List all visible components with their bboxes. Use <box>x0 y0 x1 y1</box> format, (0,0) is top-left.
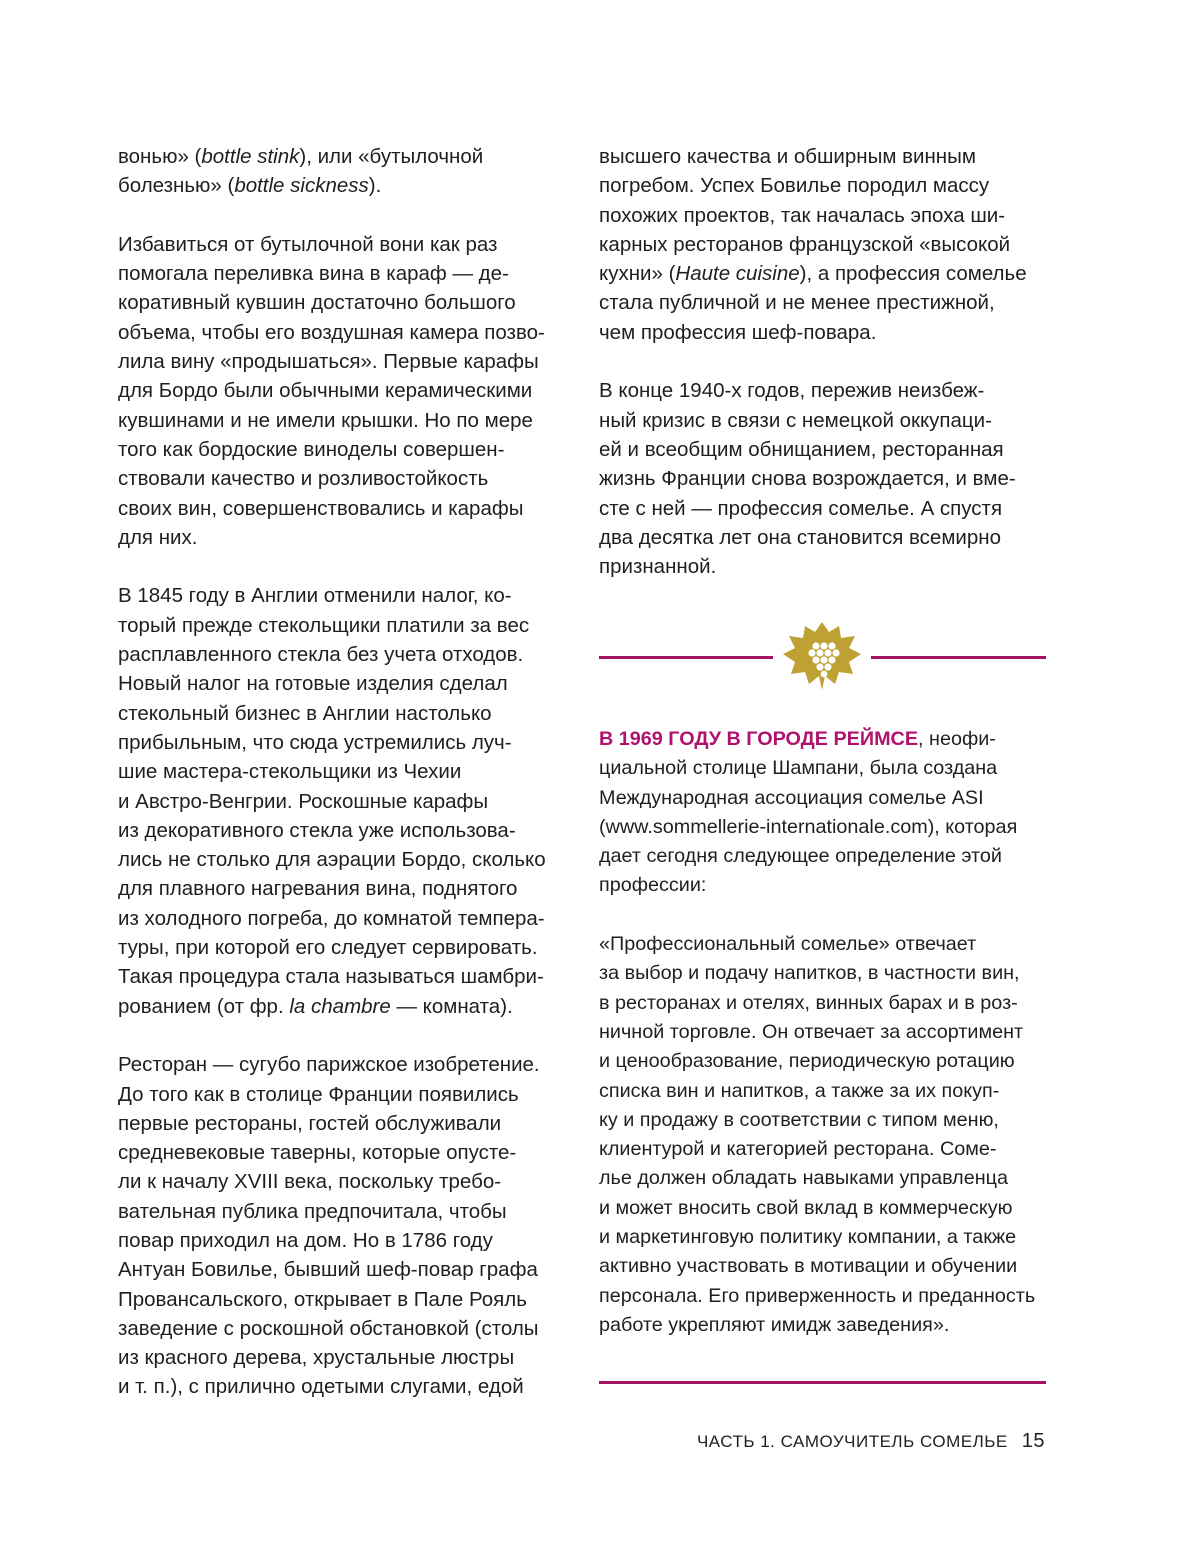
divider-rule-right <box>871 656 1046 659</box>
text-line: стала публичной и не менее престижной, <box>599 291 995 315</box>
page-number: 15 <box>1021 1430 1045 1452</box>
text-line: для плавного нагревания вина, поднятого <box>118 877 518 901</box>
text-line: вательная публика предпочитала, чтобы <box>118 1199 507 1223</box>
text-line: ей и всеобщим обнищанием, ресторанная <box>599 437 1004 461</box>
text-line: своих вин, совершенствовались и карафы <box>118 496 524 520</box>
text-line: из красного дерева, хрустальные люстры <box>118 1346 515 1370</box>
text-line: за выбор и подачу напитков, в частности вин, <box>599 962 1020 985</box>
paragraph-restaurant-history <box>118 1050 578 1402</box>
text-line: два десятка лет она становится всемирно <box>599 525 1001 549</box>
text-line: Международная ассоциация сомелье ASI <box>599 786 984 809</box>
text-line: жизнь Франции снова возрождается, и вме- <box>599 467 1016 491</box>
paragraph-bottle-stink <box>118 142 578 201</box>
callout-lead: В 1969 ГОДУ В ГОРОДЕ РЕЙМСЕ <box>599 728 919 750</box>
text-line: ку и продажу в соответствии с типом меню, <box>599 1108 999 1131</box>
text-line: средневековые таверны, которые опусте- <box>118 1141 517 1165</box>
text-line: расплавленного стекла без учета отходов. <box>118 643 524 667</box>
text-line: Избавиться от бутылочной вони как раз <box>118 232 498 256</box>
text-line: карных ресторанов французской «высокой <box>599 232 1011 256</box>
text-line: рованием (от фр. la chambre — комната). <box>118 994 513 1018</box>
text-line: и ценообразование, периодическую ротацию <box>599 1050 1015 1073</box>
paragraph-postwar-revival <box>599 376 1059 581</box>
text-line: помогала переливка вина в караф — де- <box>118 262 509 286</box>
text-line: персонала. Его приверженность и преданность <box>599 1284 1036 1307</box>
text-line: работе укрепляют имидж заведения». <box>599 1313 950 1336</box>
text-line: лила вину «продышаться». Первые карафы <box>118 350 539 374</box>
text-line: похожих проектов, так началась эпоха ши- <box>599 203 1006 227</box>
text-line: повар приходил на дом. Но в 1786 году <box>118 1228 493 1252</box>
text-line: (www.sommellerie-internationale.com), которая <box>599 815 1018 838</box>
text-line: высшего качества и обширным винным <box>599 145 976 168</box>
text-line: заведение с роскошной обстановкой (столы <box>118 1316 539 1340</box>
text-line: сте с ней — профессия сомелье. А спустя <box>599 496 1003 520</box>
text-line: прибыльным, что сюда устремились луч- <box>118 730 512 754</box>
text-line: и т. п.), с прилично одетыми слугами, едой <box>118 1375 524 1399</box>
page-footer <box>600 1430 1045 1453</box>
text-line: первые рестораны, гостей обслуживали <box>118 1111 502 1135</box>
text-line: чем профессия шеф-повара. <box>599 320 877 344</box>
text-line: и может вносить свой вклад в коммерческую <box>599 1196 1013 1219</box>
text-line: Такая процедура стала называться шамбри- <box>118 965 544 989</box>
text-line: ли к началу XVIII века, поскольку требо- <box>118 1170 502 1194</box>
text-line: лись не столько для аэрации Бордо, сколько <box>118 848 546 872</box>
text-line: лье должен обладать навыками управленца <box>599 1167 1008 1190</box>
text-line: В 1969 ГОДУ В ГОРОДЕ РЕЙМСЕ, неофи- <box>599 728 996 750</box>
text-line: туры, при которой его следует сервировать. <box>118 936 538 960</box>
text-line: циальной столице Шампани, была создана <box>599 757 998 780</box>
text-line: кувшинами и не имели крышки. Но по мере <box>118 408 533 432</box>
paragraph-decanter <box>118 230 578 552</box>
text-line: стекольный бизнес в Англии настолько <box>118 701 492 725</box>
text-line: Провансальского, открывает в Пале Рояль <box>118 1287 527 1311</box>
text-line: и Австро-Венгрии. Роскошные карафы <box>118 789 489 813</box>
text-line: для них. <box>118 525 198 549</box>
paragraph-haute-cuisine <box>599 142 1059 347</box>
text-line: кухни» (Haute cuisine), а профессия сомелье <box>599 262 1027 286</box>
sommelier-definition-quote <box>599 930 1059 1340</box>
text-line: Ресторан — сугубо парижское изобретение. <box>118 1053 540 1077</box>
text-line: списка вин и напитков, а также за их покуп- <box>599 1079 1000 1102</box>
text-line: ствовали качество и розливостойкость <box>118 467 489 491</box>
text-line: профессии: <box>599 874 707 897</box>
text-line: того как бордоские виноделы совершен- <box>118 437 505 461</box>
text-line: Новый налог на готовые изделия сделал <box>118 672 508 696</box>
text-line: объема, чтобы его воздушная камера позво- <box>118 320 545 344</box>
divider-rule-left <box>599 656 773 659</box>
text-line: торый прежде стекольщики платили за вес <box>118 613 530 637</box>
paragraph-glass-tax <box>118 581 578 1020</box>
left-column <box>118 142 578 1402</box>
running-section-title: ЧАСТЬ 1. САМОУЧИТЕЛЬ СОМЕЛЬЕ <box>696 1432 1008 1451</box>
text-line: Антуан Бовилье, бывший шеф-повар графа <box>118 1258 538 1282</box>
text-line: ный кризис в связи с немецкой оккупаци- <box>599 408 992 432</box>
bottom-rule <box>599 1381 1046 1384</box>
text-line: активно участвовать в мотивации и обучении <box>599 1255 1018 1278</box>
text-line: из холодного погреба, до комнатой темпера- <box>118 906 545 930</box>
text-line: в ресторанах и отелях, винных барах и в роз- <box>599 991 1018 1014</box>
text-line: «Профессиональный сомелье» отвечает <box>599 933 977 956</box>
text-line: коративный кувшин достаточно большого <box>118 291 516 315</box>
text-line: клиентурой и категорией ресторана. Соме- <box>599 1138 997 1161</box>
text-line: В конце 1940-х годов, пережив неизбеж- <box>599 379 985 403</box>
text-line: признанной. <box>599 555 717 579</box>
text-line: болезнью» (bottle sickness). <box>118 174 382 198</box>
text-line: вонью» (bottle stink), или «бутылочной <box>118 145 484 168</box>
text-line: для Бордо были обычными керамическими <box>118 379 533 403</box>
text-line: ничной торговле. Он отвечает за ассортимент <box>599 1020 1024 1043</box>
text-line: До того как в столице Франции появились <box>118 1082 519 1106</box>
grape-leaf-icon <box>779 616 865 694</box>
text-line: дает сегодня следующее определение этой <box>599 845 1002 868</box>
text-line: погребом. Успех Бовилье породил массу <box>599 174 990 198</box>
text-line: В 1845 году в Англии отменили налог, ко- <box>118 584 512 608</box>
text-line: из декоративного стекла уже использова- <box>118 818 516 842</box>
right-column <box>599 142 1059 581</box>
text-line: шие мастера-стекольщики из Чехии <box>118 760 462 784</box>
text-line: и маркетинговую политику компании, а также <box>599 1226 1017 1249</box>
asi-callout <box>599 725 1059 1340</box>
